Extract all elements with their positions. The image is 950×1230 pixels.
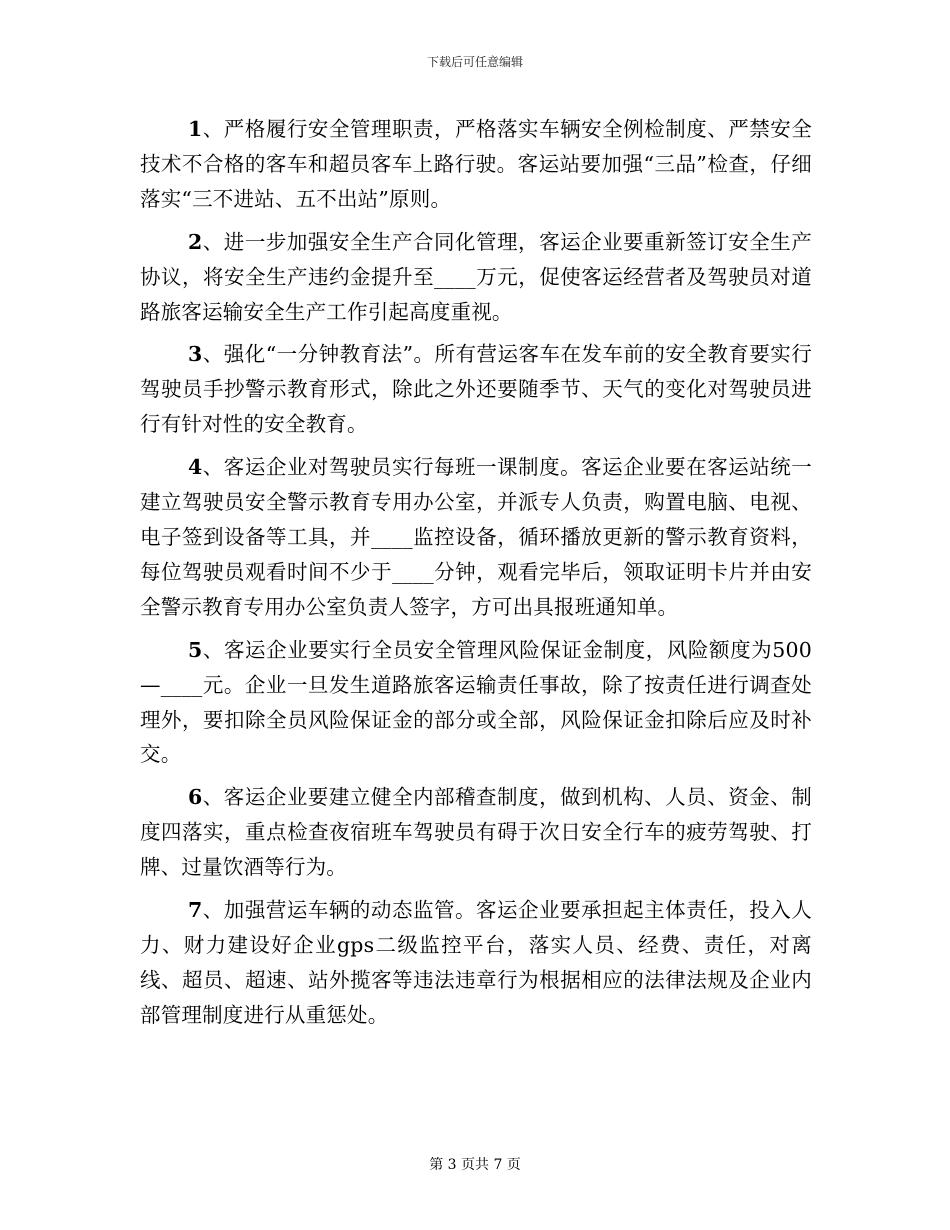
paragraph-5 xyxy=(140,633,812,773)
page-footer: 第 3 页共 7 页 xyxy=(429,1157,521,1173)
document-body xyxy=(140,112,812,1041)
paragraph-number: 5 xyxy=(188,637,203,662)
paragraph-7 xyxy=(140,893,812,1033)
paragraph-4 xyxy=(140,450,812,625)
paragraph-number: 4 xyxy=(188,455,203,480)
paragraph-text: 、客运企业对驾驶员实行每班一课制度。客运企业要在客运站统一建立驾驶员安全警示教育专用办公室，并派专人负责，购置电脑、电视、电子签到设备等工具，并____监控设备，循环播放更新的警示教育资料，每位驾驶员观看时间不少于____分钟，观看完毕后，领取证明卡片并由安全警示教育专用办公室负责人签字，方可出具报班通知单。 xyxy=(140,455,812,619)
paragraph-number: 3 xyxy=(188,342,203,367)
page-header: 下载后可任意编辑 xyxy=(426,55,523,69)
paragraph-number: 2 xyxy=(188,229,203,254)
paragraph-number: 7 xyxy=(188,898,203,923)
paragraph-text: 、加强营运车辆的动态监管。客运企业要承担起主体责任，投入人力、财力建设好企业gps二级监控平台，落实人员、经费、责任，对离线、超员、超速、站外揽客等违法违章行为根据相应的法律法规及企业内部管理制度进行从重惩处。 xyxy=(140,898,812,1027)
paragraph-text: 、强化“一分钟教育法”。所有营运客车在发车前的安全教育要实行驾驶员手抄警示教育形式，除此之外还要随季节、天气的变化对驾驶员进行有针对性的安全教育。 xyxy=(140,342,812,437)
paragraph-6 xyxy=(140,780,812,885)
paragraph-text: 、客运企业要建立健全内部稽查制度，做到机构、人员、资金、制度四落实，重点检查夜宿班车驾驶员有碍于次日安全行车的疲劳驾驶、打牌、过量饮酒等行为。 xyxy=(140,785,812,880)
paragraph-number: 1 xyxy=(188,117,203,141)
paragraph-3 xyxy=(140,337,812,442)
paragraph-2 xyxy=(140,225,812,330)
paragraph-text: 、客运企业要实行全员安全管理风险保证金制度，风险额度为500—____元。企业一旦发生道路旅客运输责任事故，除了按责任进行调查处理外，要扣除全员风险保证金的部分或全部，风险保证金扣除后应及时补交。 xyxy=(140,637,812,767)
paragraph-text: 、进一步加强安全生产合同化管理，客运企业要重新签订安全生产协议，将安全生产违约金提升至____万元，促使客运经营者及驾驶员对道路旅客运输安全生产工作引起高度重视。 xyxy=(140,229,812,324)
paragraph-1 xyxy=(140,112,812,217)
paragraph-number: 6 xyxy=(188,785,203,810)
paragraph-text: 、严格履行安全管理职责，严格落实车辆安全例检制度、严禁安全技术不合格的客车和超员客车上路行驶。客运站要加强“三品”检查，仔细落实“三不进站、五不出站”原则。 xyxy=(140,117,812,211)
